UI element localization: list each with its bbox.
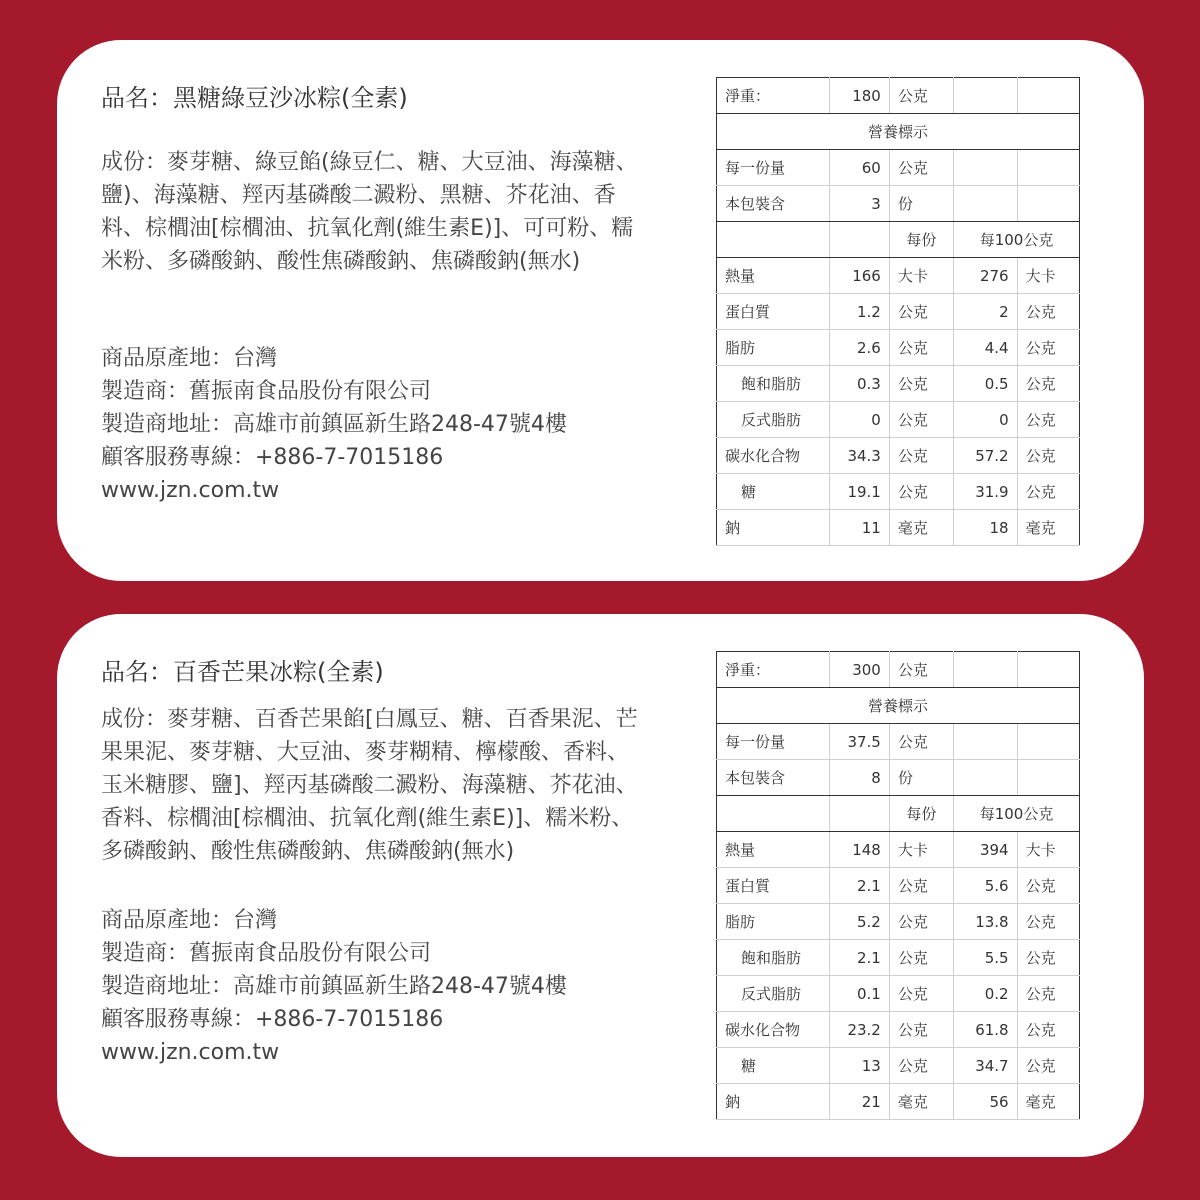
value-per-100g: 0 bbox=[954, 402, 1018, 438]
value-per-serving: 148 bbox=[829, 832, 889, 868]
nutrient-name: 飽和脂肪 bbox=[717, 366, 830, 402]
col-per-serving: 每份 bbox=[889, 222, 953, 258]
manufacturer-line: 製造商：舊振南食品股份有限公司 bbox=[101, 941, 432, 966]
website-line: www.jzn.com.tw bbox=[101, 478, 280, 503]
unit-per-100g: 公克 bbox=[1017, 294, 1079, 330]
value-per-100g: 0.5 bbox=[954, 366, 1018, 402]
nutrient-name: 鈉 bbox=[717, 510, 830, 546]
unit-per-100g: 公克 bbox=[1017, 402, 1079, 438]
value-per-100g: 61.8 bbox=[954, 1012, 1018, 1048]
origin-line: 商品原產地：台灣 bbox=[101, 908, 278, 933]
ingredients-line: 成份：麥芽糖、百香芒果餡[白鳳豆、糖、百香果泥、芒 bbox=[101, 707, 638, 732]
net-weight-value: 300 bbox=[829, 652, 889, 688]
ingredients-line: 玉米糖膠、鹽]、羥丙基磷酸二澱粉、海藻糖、芥花油、 bbox=[101, 773, 638, 798]
servings-per-pack-value: 8 bbox=[829, 760, 889, 796]
nutrient-name: 蛋白質 bbox=[717, 294, 830, 330]
servings-per-pack-label: 本包裝含 bbox=[717, 186, 830, 222]
unit-per-serving: 公克 bbox=[889, 940, 953, 976]
servings-per-pack-value: 3 bbox=[829, 186, 889, 222]
nutrient-name: 飽和脂肪 bbox=[717, 940, 830, 976]
value-per-100g: 394 bbox=[954, 832, 1018, 868]
serving-value: 60 bbox=[829, 150, 889, 186]
product-card-black-sugar bbox=[57, 40, 1144, 581]
unit-per-serving: 公克 bbox=[889, 474, 953, 510]
website-line: www.jzn.com.tw bbox=[101, 1040, 280, 1065]
value-per-100g: 276 bbox=[954, 258, 1018, 294]
nutrient-name: 碳水化合物 bbox=[717, 438, 830, 474]
col-per-serving: 每份 bbox=[889, 796, 953, 832]
unit-per-serving: 大卡 bbox=[889, 258, 953, 294]
value-per-100g: 13.8 bbox=[954, 904, 1018, 940]
serving-value: 37.5 bbox=[829, 724, 889, 760]
unit-per-serving: 公克 bbox=[889, 402, 953, 438]
manufacturer-line: 製造商：舊振南食品股份有限公司 bbox=[101, 379, 432, 404]
net-weight-unit: 公克 bbox=[889, 652, 953, 688]
value-per-serving: 13 bbox=[829, 1048, 889, 1084]
net-weight-unit: 公克 bbox=[889, 78, 953, 114]
value-per-serving: 11 bbox=[829, 510, 889, 546]
unit-per-100g: 公克 bbox=[1017, 474, 1079, 510]
net-weight-label: 淨重： bbox=[717, 652, 830, 688]
unit-per-serving: 公克 bbox=[889, 868, 953, 904]
net-weight-label: 淨重： bbox=[717, 78, 830, 114]
ingredients-line: 鹽)、海藻糖、羥丙基磷酸二澱粉、黑糖、芥花油、香 bbox=[101, 183, 616, 208]
servings-per-pack-label: 本包裝含 bbox=[717, 760, 830, 796]
ingredients-text bbox=[101, 703, 701, 868]
value-per-serving: 2.1 bbox=[829, 940, 889, 976]
unit-per-serving: 公克 bbox=[889, 1012, 953, 1048]
value-per-serving: 2.1 bbox=[829, 868, 889, 904]
unit-per-serving: 公克 bbox=[889, 366, 953, 402]
unit-per-100g: 公克 bbox=[1017, 904, 1079, 940]
nutrient-name: 反式脂肪 bbox=[717, 402, 830, 438]
value-per-100g: 0.2 bbox=[954, 976, 1018, 1012]
value-per-serving: 1.2 bbox=[829, 294, 889, 330]
unit-per-100g: 公克 bbox=[1017, 868, 1079, 904]
unit-per-100g: 公克 bbox=[1017, 940, 1079, 976]
net-weight-value: 180 bbox=[829, 78, 889, 114]
ingredients-line: 成份：麥芽糖、綠豆餡(綠豆仁、糖、大豆油、海藻糖、 bbox=[101, 150, 638, 175]
value-per-100g: 4.4 bbox=[954, 330, 1018, 366]
ingredients-text bbox=[101, 146, 701, 278]
unit-per-100g: 公克 bbox=[1017, 330, 1079, 366]
unit-per-100g: 公克 bbox=[1017, 438, 1079, 474]
unit-per-serving: 毫克 bbox=[889, 1084, 953, 1120]
nutrition-heading: 營養標示 bbox=[717, 114, 1080, 150]
ingredients-line: 多磷酸鈉、酸性焦磷酸鈉、焦磷酸鈉(無水) bbox=[101, 839, 515, 864]
nutrient-name: 熱量 bbox=[717, 258, 830, 294]
value-per-serving: 0.3 bbox=[829, 366, 889, 402]
value-per-100g: 56 bbox=[954, 1084, 1018, 1120]
nutrition-table bbox=[716, 651, 1080, 1120]
unit-per-100g: 毫克 bbox=[1017, 510, 1079, 546]
product-card-passion-mango bbox=[57, 614, 1144, 1157]
nutrient-name: 蛋白質 bbox=[717, 868, 830, 904]
nutrient-name: 碳水化合物 bbox=[717, 1012, 830, 1048]
serving-label: 每一份量 bbox=[717, 150, 830, 186]
value-per-100g: 31.9 bbox=[954, 474, 1018, 510]
serving-unit: 公克 bbox=[889, 150, 953, 186]
nutrition-table bbox=[716, 77, 1080, 546]
origin-line: 商品原產地：台灣 bbox=[101, 346, 278, 371]
unit-per-100g: 公克 bbox=[1017, 1012, 1079, 1048]
unit-per-100g: 大卡 bbox=[1017, 832, 1079, 868]
product-title: 品名：黑糖綠豆沙冰粽(全素) bbox=[101, 84, 408, 112]
unit-per-100g: 公克 bbox=[1017, 366, 1079, 402]
value-per-serving: 34.3 bbox=[829, 438, 889, 474]
manufacturer-info bbox=[101, 342, 701, 507]
value-per-100g: 34.7 bbox=[954, 1048, 1018, 1084]
unit-per-100g: 公克 bbox=[1017, 976, 1079, 1012]
value-per-100g: 5.6 bbox=[954, 868, 1018, 904]
value-per-serving: 2.6 bbox=[829, 330, 889, 366]
unit-per-100g: 毫克 bbox=[1017, 1084, 1079, 1120]
unit-per-serving: 大卡 bbox=[889, 832, 953, 868]
hotline-line: 顧客服務專線：+886-7-7015186 bbox=[101, 445, 444, 470]
unit-per-serving: 公克 bbox=[889, 1048, 953, 1084]
unit-per-serving: 公克 bbox=[889, 904, 953, 940]
serving-unit: 公克 bbox=[889, 724, 953, 760]
manufacturer-info bbox=[101, 904, 701, 1069]
nutrient-name: 脂肪 bbox=[717, 330, 830, 366]
address-line: 製造商地址：高雄市前鎮區新生路248-47號4樓 bbox=[101, 412, 567, 437]
product-title: 品名：百香芒果冰粽(全素) bbox=[101, 658, 384, 686]
unit-per-serving: 公克 bbox=[889, 976, 953, 1012]
value-per-serving: 5.2 bbox=[829, 904, 889, 940]
ingredients-line: 香料、棕櫚油[棕櫚油、抗氧化劑(維生素E)]、糯米粉、 bbox=[101, 806, 634, 831]
ingredients-line: 料、棕櫚油[棕櫚油、抗氧化劑(維生素E)]、可可粉、糯 bbox=[101, 216, 634, 241]
value-per-100g: 18 bbox=[954, 510, 1018, 546]
nutrient-name: 脂肪 bbox=[717, 904, 830, 940]
value-per-100g: 5.5 bbox=[954, 940, 1018, 976]
nutrient-name: 反式脂肪 bbox=[717, 976, 830, 1012]
hotline-line: 顧客服務專線：+886-7-7015186 bbox=[101, 1007, 444, 1032]
col-per-100g: 每100公克 bbox=[954, 796, 1080, 832]
nutrient-name: 鈉 bbox=[717, 1084, 830, 1120]
value-per-100g: 57.2 bbox=[954, 438, 1018, 474]
unit-per-serving: 公克 bbox=[889, 330, 953, 366]
unit-per-serving: 毫克 bbox=[889, 510, 953, 546]
nutrition-heading: 營養標示 bbox=[717, 688, 1080, 724]
value-per-serving: 166 bbox=[829, 258, 889, 294]
value-per-serving: 23.2 bbox=[829, 1012, 889, 1048]
unit-per-100g: 大卡 bbox=[1017, 258, 1079, 294]
unit-per-serving: 公克 bbox=[889, 438, 953, 474]
value-per-serving: 0 bbox=[829, 402, 889, 438]
value-per-100g: 2 bbox=[954, 294, 1018, 330]
nutrient-name: 糖 bbox=[717, 1048, 830, 1084]
servings-per-pack-unit: 份 bbox=[889, 186, 953, 222]
col-per-100g: 每100公克 bbox=[954, 222, 1080, 258]
address-line: 製造商地址：高雄市前鎮區新生路248-47號4樓 bbox=[101, 974, 567, 999]
serving-label: 每一份量 bbox=[717, 724, 830, 760]
ingredients-line: 果果泥、麥芽糖、大豆油、麥芽糊精、檸檬酸、香料、 bbox=[101, 740, 630, 765]
unit-per-100g: 公克 bbox=[1017, 1048, 1079, 1084]
ingredients-line: 米粉、多磷酸鈉、酸性焦磷酸鈉、焦磷酸鈉(無水) bbox=[101, 249, 581, 274]
value-per-serving: 21 bbox=[829, 1084, 889, 1120]
unit-per-serving: 公克 bbox=[889, 294, 953, 330]
servings-per-pack-unit: 份 bbox=[889, 760, 953, 796]
value-per-serving: 0.1 bbox=[829, 976, 889, 1012]
value-per-serving: 19.1 bbox=[829, 474, 889, 510]
nutrient-name: 糖 bbox=[717, 474, 830, 510]
nutrient-name: 熱量 bbox=[717, 832, 830, 868]
